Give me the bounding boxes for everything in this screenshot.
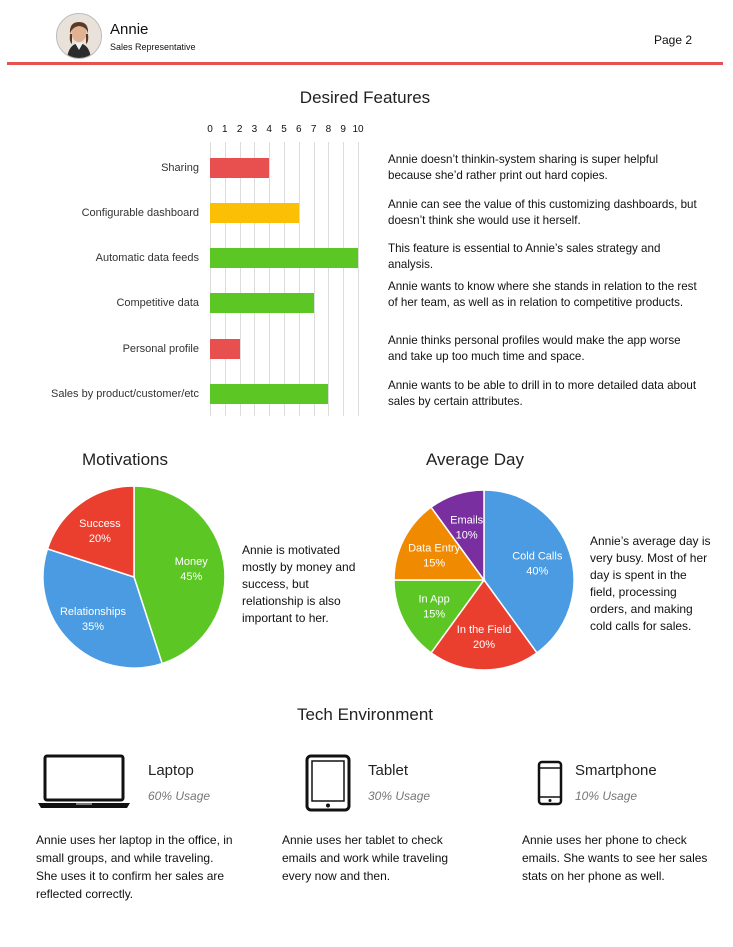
pie-slice-value: 10%: [455, 529, 478, 542]
device-description: Annie uses her tablet to check emails and work while traveling every now and then.: [282, 833, 449, 883]
pie-slice-label: In App: [418, 593, 450, 606]
bar-category-label: Personal profile: [122, 343, 199, 355]
header-divider: [7, 62, 723, 65]
tech-environment-title: Tech Environment: [296, 705, 434, 724]
tablet-icon: [305, 754, 351, 812]
pie-slice-value: 20%: [472, 639, 496, 651]
axis-tick-label: 7: [310, 124, 317, 135]
axis-tick-label: 6: [296, 124, 302, 135]
avatar-photo-icon: [57, 14, 101, 58]
axis-tick-label: 3: [251, 124, 258, 135]
feature-note: Annie thinks personal profiles would make the app worse and take up too much time and space.: [388, 334, 681, 363]
feature-bar: [210, 339, 240, 359]
features-title: Desired Features: [299, 88, 431, 107]
pie-slice-value: 40%: [526, 565, 549, 578]
feature-note: This feature is essential to Annie’s sales strategy and analysis.: [388, 242, 661, 271]
pie-slice-label: Data Entry: [408, 542, 461, 555]
device-description: Annie uses her laptop in the office, in small groups, and while traveling. She uses it to confirm her sales are reflected correctly.: [36, 833, 233, 901]
gridline: [240, 142, 241, 416]
motivations-pie-chart: [40, 480, 230, 674]
axis-tick-label: 8: [325, 124, 332, 135]
device-usage: 10% Usage: [575, 789, 638, 803]
feature-note: Annie wants to be able to drill in to more detailed data about sales by certain attributes.: [388, 379, 697, 408]
pie-slice-label: Money: [174, 555, 208, 568]
page-number: Page 2: [654, 33, 693, 47]
axis-tick-label: 1: [222, 124, 228, 135]
axis-tick-label: 5: [281, 124, 287, 135]
avatar: [56, 13, 102, 59]
pie-slice-label: Cold Calls: [512, 550, 563, 563]
bar-category-label: Sales by product/customer/etc: [51, 388, 199, 400]
pie-slice-value: 45%: [180, 570, 203, 583]
device-name: Tablet: [368, 762, 409, 779]
pie-slice-value: 20%: [88, 533, 111, 546]
device-usage: 30% Usage: [368, 789, 431, 803]
gridline: [343, 142, 344, 416]
gridline: [314, 142, 315, 416]
axis-tick-label: 10: [352, 124, 364, 135]
smartphone-icon: [537, 760, 563, 806]
pie-slice-value: 15%: [423, 557, 446, 570]
average-day-pie-chart: [388, 486, 582, 676]
bar-category-label: Competitive data: [116, 297, 199, 309]
motivations-title: Motivations: [82, 450, 168, 469]
gridline: [269, 142, 270, 416]
feature-bar: [210, 293, 314, 313]
pie-slice-label: Emails: [450, 514, 484, 527]
gridline: [328, 142, 329, 416]
gridline: [225, 142, 226, 416]
device-name: Smartphone: [575, 762, 657, 779]
feature-note: Annie doesn’t thinkin-system sharing is super helpful because she’d rather print out hard copies.: [388, 153, 659, 182]
gridline: [284, 142, 285, 416]
gridline: [358, 142, 359, 416]
pie-slice-label: Relationships: [59, 606, 127, 619]
feature-bar: [210, 203, 299, 223]
axis-tick-label: 0: [207, 124, 213, 135]
axis-tick-label: 4: [266, 124, 272, 135]
feature-bar: [210, 384, 328, 404]
laptop-icon: [36, 754, 132, 810]
gridline: [299, 142, 300, 416]
feature-bar: [210, 158, 269, 178]
bar-category-label: Configurable dashboard: [81, 207, 199, 219]
axis-tick-label: 2: [236, 124, 243, 135]
bar-category-label: Automatic data feeds: [95, 252, 199, 264]
axis-tick-label: 9: [340, 124, 346, 135]
gridline: [210, 142, 211, 416]
feature-bar: [210, 248, 358, 268]
device-name: Laptop: [148, 762, 194, 779]
device-usage: 60% Usage: [148, 789, 211, 803]
feature-note: Annie can see the value of this customizing dashboards, but doesn’t think she would use it herself.: [388, 198, 697, 227]
average-day-text: Annie’s average day is very busy. Most of her day is spent in the field, processing orders, and making cold calls for sales.: [590, 534, 711, 633]
page-header: [0, 0, 733, 66]
pie-slice-label: In the Field: [456, 624, 512, 636]
motivations-text: Annie is motivated mostly by money and success, but relationship is also important to her.: [242, 543, 356, 625]
pie-slice-value: 15%: [423, 608, 446, 621]
gridline: [254, 142, 255, 416]
average-day-title: Average Day: [426, 450, 524, 469]
device-description: Annie uses her phone to check emails. She wants to see her sales stats on her phone as well.: [522, 833, 708, 883]
bar-category-label: Sharing: [161, 162, 199, 174]
persona-name: Annie: [110, 21, 149, 38]
feature-note: Annie wants to know where she stands in relation to the rest of her team, as well as in relation to competitive products.: [388, 280, 697, 309]
pie-slice-value: 35%: [81, 621, 105, 634]
persona-role: Sales Representative: [110, 42, 196, 52]
pie-slice-label: Success: [79, 518, 121, 531]
